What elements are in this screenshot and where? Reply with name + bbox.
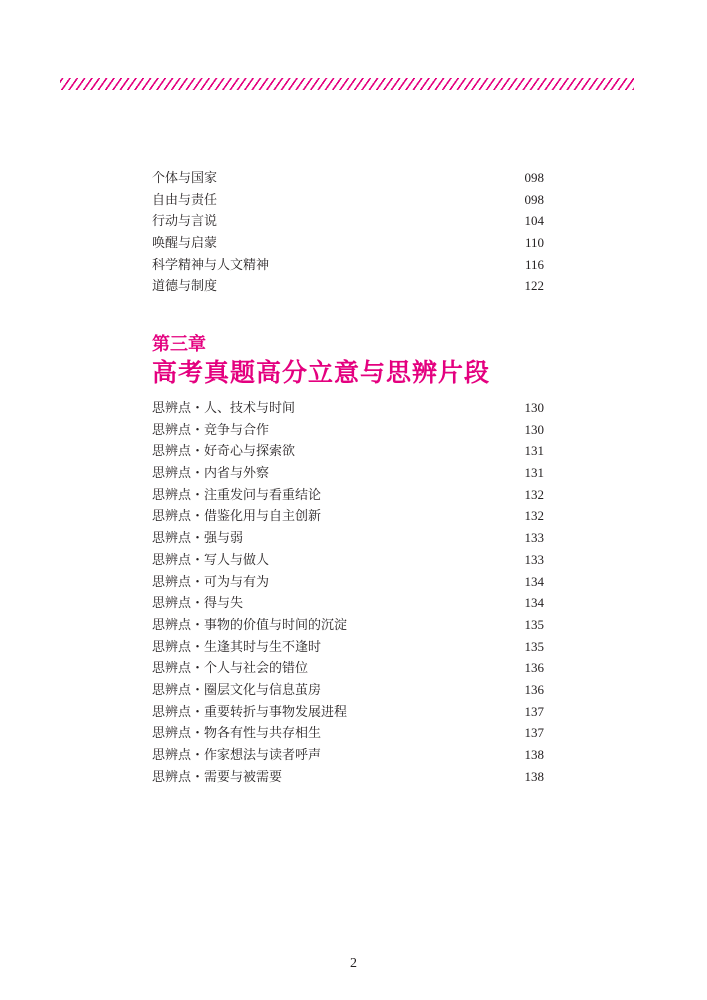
toc-entry-page: 137 [524,725,544,741]
toc-entry-title: 思辨点・写人与做人 [152,552,270,568]
toc-entry-page: 136 [524,660,544,676]
toc-entry-title: 思辨点・借鉴化用与自主创新 [152,509,322,525]
toc-entry-title: 思辨点・可为与有为 [152,574,270,590]
toc-entry-title: 思辨点・事物的价值与时间的沉淀 [152,617,348,633]
toc-entry-title: 思辨点・个人与社会的错位 [152,661,309,677]
toc-entry-title: 思辨点・竞争与合作 [152,422,270,438]
toc-entry [152,571,544,593]
toc-entry [152,614,544,636]
toc-entry-page: 130 [524,400,544,415]
toc-entry-page: 134 [524,573,544,589]
toc-entry-page: 135 [524,616,544,632]
toc-entry [152,254,544,276]
toc-entry-page: 133 [524,530,544,546]
toc-entry-page: 116 [524,256,544,272]
toc-entry-title: 思辨点・需要与被需要 [152,769,283,785]
toc-entry-page: 134 [524,595,544,611]
toc-entry-title: 自由与责任 [152,192,218,208]
toc-entry-page: 136 [524,681,544,697]
toc-entry-page: 098 [524,191,544,207]
toc-entry-title: 思辨点・物各有性与共存相生 [152,726,322,742]
toc-entry-title: 思辨点・内省与外察 [152,466,270,482]
toc-entry-page: 133 [524,551,544,567]
toc-entry [152,397,544,419]
page-number: 2 [350,956,357,971]
toc-entry [152,679,544,701]
toc-entry [152,232,544,254]
toc-entry-title: 思辨点・人、技术与时间 [152,401,296,416]
toc-entry-page: 138 [524,747,544,762]
toc-entry-title: 思辨点・重要转折与事物发展进程 [152,704,348,720]
chapter-label: 第三章 [152,334,206,355]
toc-entry [152,210,544,232]
toc-entry [152,189,544,211]
toc-entry-page: 130 [524,421,544,437]
toc-entry-page: 104 [524,213,544,229]
toc-entry [152,527,544,549]
toc-entry-title: 个体与国家 [152,171,218,186]
toc-entry [152,462,544,484]
toc-entry-title: 思辨点・作家想法与读者呼声 [152,748,322,763]
toc-entry [152,766,544,788]
toc-entry-title: 唤醒与启蒙 [152,236,218,252]
toc-entry [152,744,544,766]
toc-entry-page: 110 [524,235,544,251]
toc-entry-page: 098 [524,170,544,185]
toc-entry [152,167,544,189]
toc-entry [152,419,544,441]
toc-entry-title: 思辨点・注重发问与看重结论 [152,487,322,503]
decorative-stripe-band [60,78,634,90]
toc-entry [152,722,544,744]
toc-entry-title: 思辨点・强与弱 [152,531,244,547]
toc-entry [152,484,544,506]
toc-entry-page: 135 [524,638,544,654]
toc-entry-page: 137 [524,703,544,719]
toc-entry-title: 科学精神与人文精神 [152,257,270,273]
toc-entry-page: 138 [524,768,544,784]
toc-entry-title: 思辨点・生逢其时与生不逢时 [152,639,322,655]
toc-entry [152,275,544,297]
toc-entry-title: 道德与制度 [152,279,218,295]
toc-entry [152,701,544,723]
toc-entry-title: 行动与言说 [152,214,218,230]
toc-entry-page: 131 [524,465,544,481]
toc-entry [152,657,544,679]
toc-entry [152,592,544,614]
toc-entry [152,440,544,462]
toc-entry-title: 思辨点・圈层文化与信息茧房 [152,682,322,698]
toc-entry [152,636,544,658]
toc-entry [152,505,544,527]
chapter-title: 高考真题高分立意与思辨片段 [152,358,491,387]
toc-entry-page: 132 [524,486,544,502]
toc-entry-title: 思辨点・好奇心与探索欲 [152,444,296,460]
toc-list-chapter [152,397,544,787]
toc-entry-title: 思辨点・得与失 [152,596,244,612]
toc-entry-page: 132 [524,508,544,524]
toc-list-top [152,167,544,297]
toc-entry-page: 122 [524,278,544,294]
toc-entry [152,549,544,571]
toc-entry-page: 131 [524,443,544,459]
